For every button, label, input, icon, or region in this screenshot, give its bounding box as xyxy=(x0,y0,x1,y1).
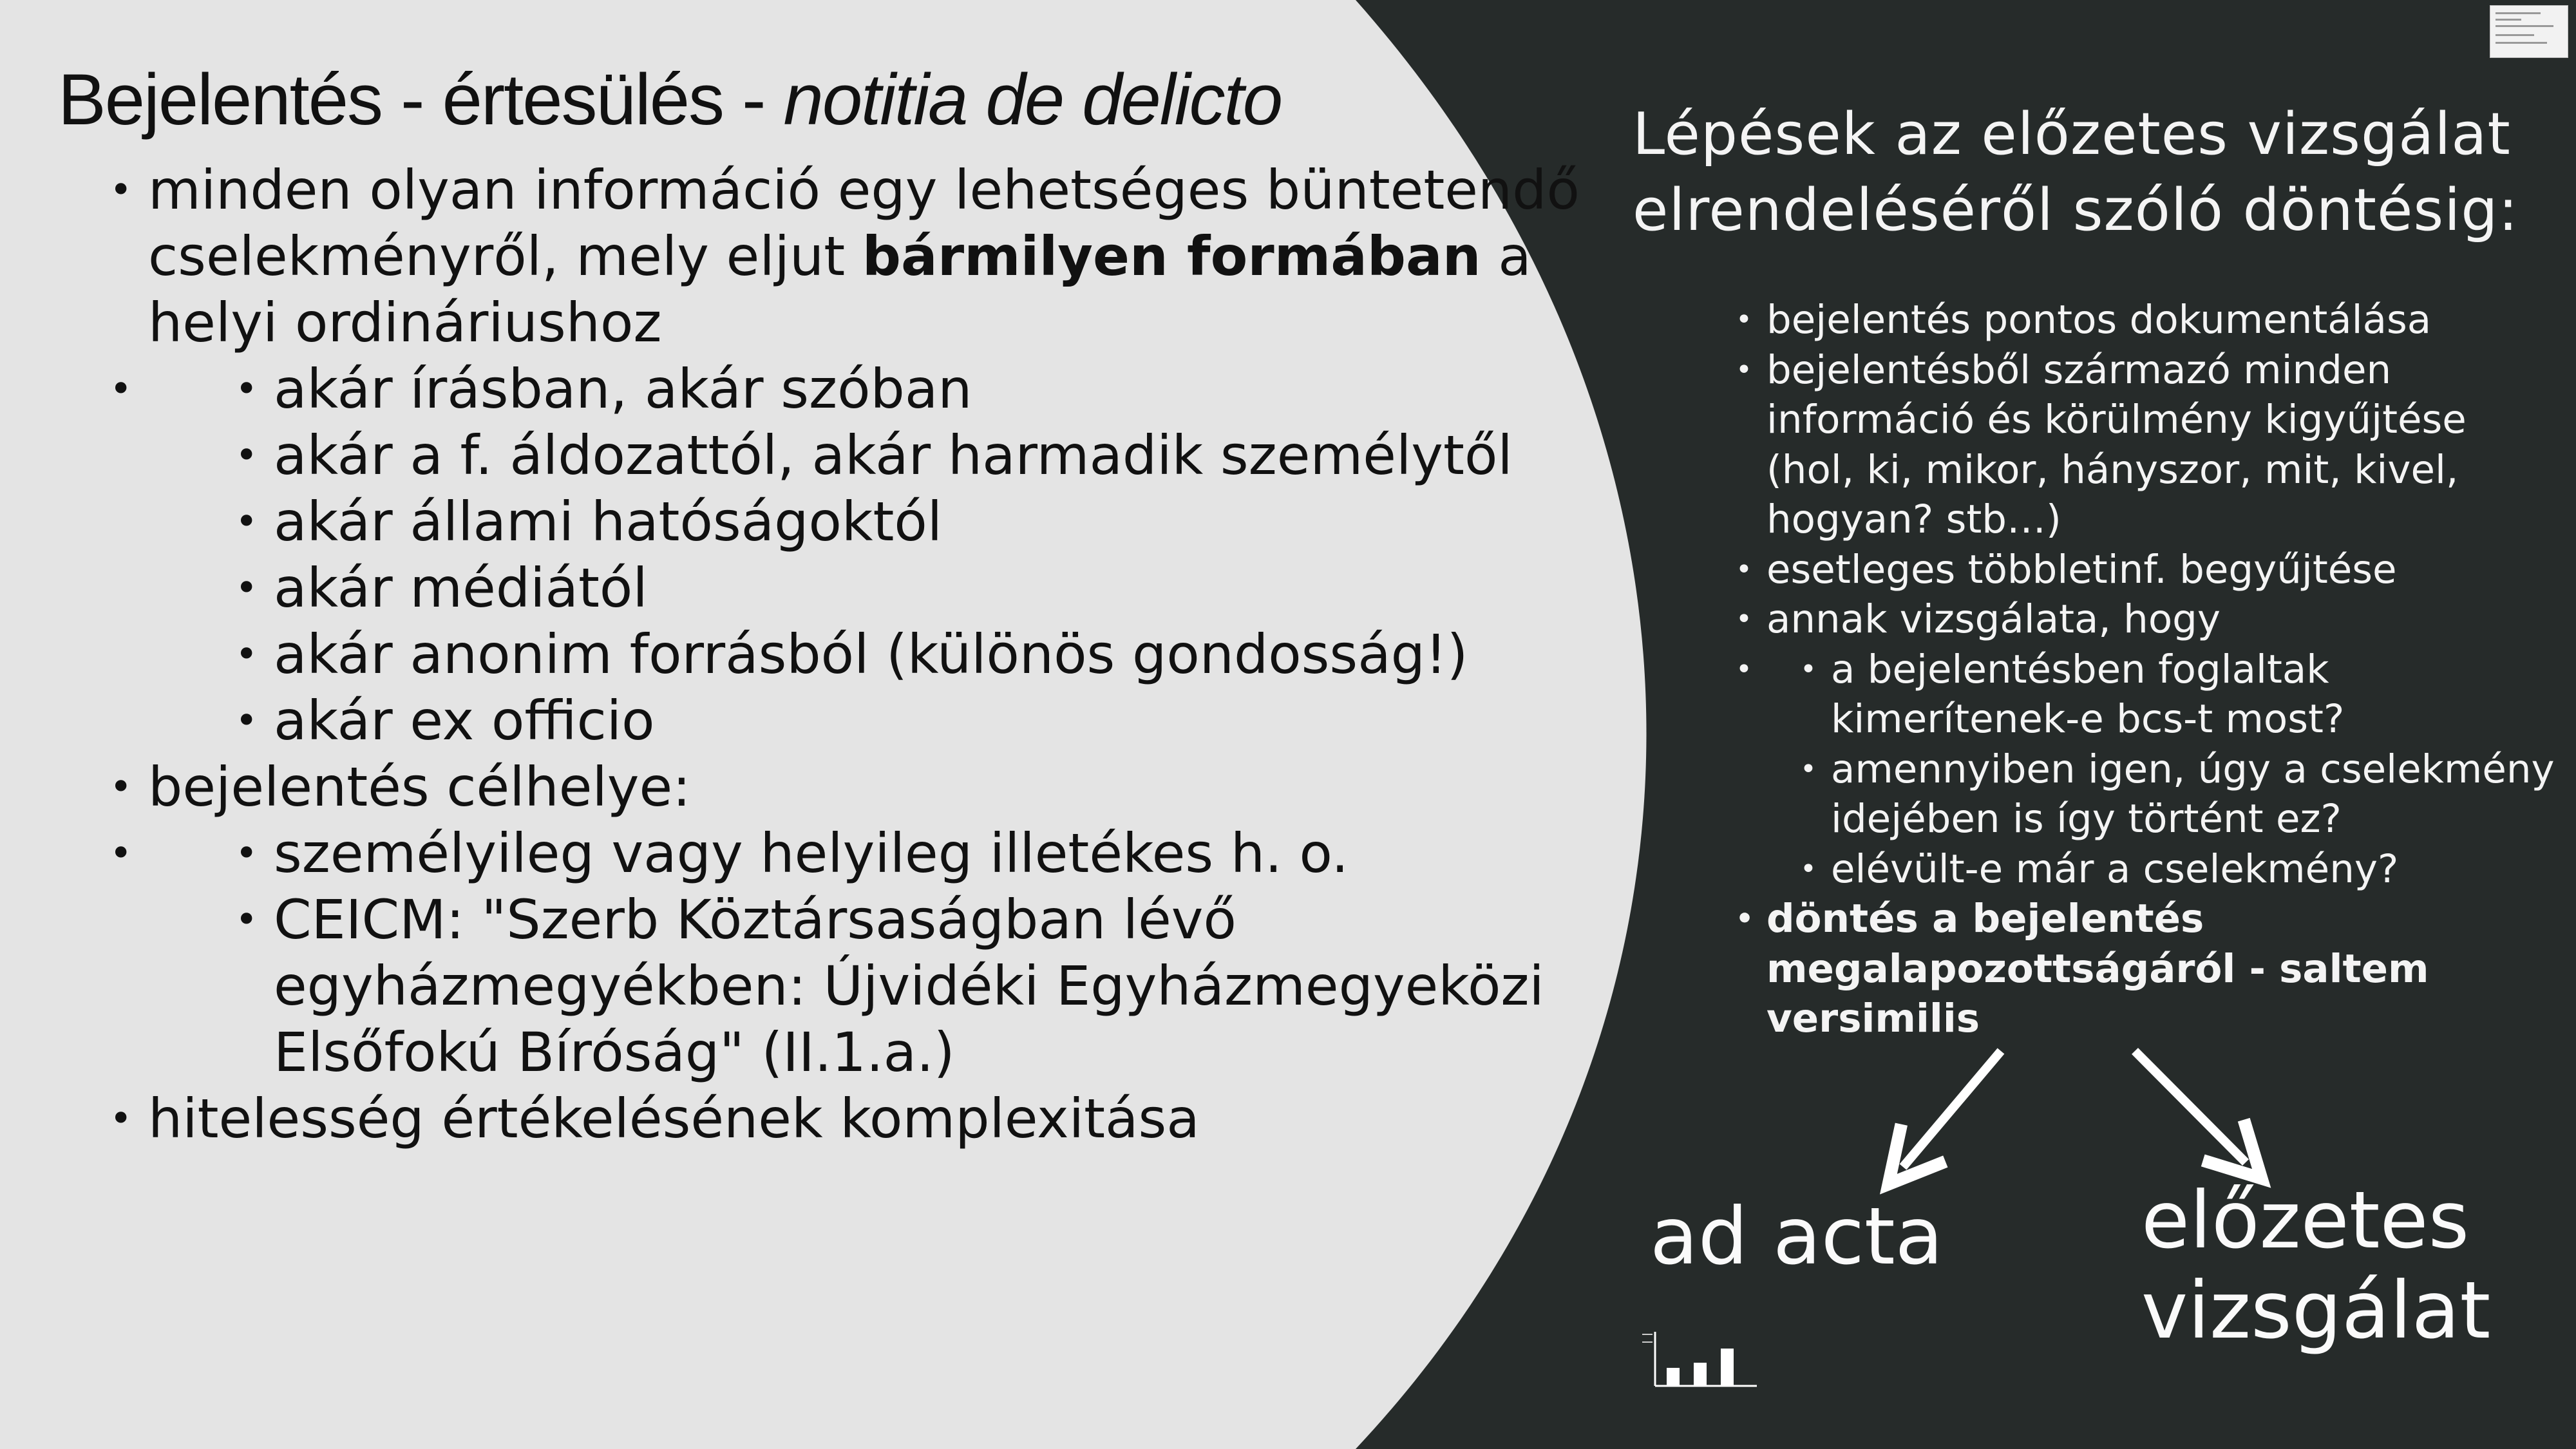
title-main: Bejelentés - értesülés - xyxy=(58,59,784,140)
substeps-wrapper xyxy=(1633,645,2560,895)
panel-title-line: elrendeléséről szóló döntésig: xyxy=(1633,176,2519,244)
sub-bullet-list-sources xyxy=(58,356,1591,754)
bar-chart-icon xyxy=(1641,1328,1763,1392)
bullet-destination: • bejelentés célhelye: xyxy=(58,754,1591,820)
outcome-preliminary-investigation xyxy=(2141,1175,2490,1356)
slide-thumbnail-icon xyxy=(2490,5,2568,58)
title-italic: notitia de delicto xyxy=(783,59,1282,140)
steps-panel xyxy=(1633,97,2560,1044)
left-content xyxy=(58,52,1591,1152)
bullet-bold-text: bármilyen formában xyxy=(862,225,1481,288)
sub-bullet-list-destination xyxy=(58,820,1591,1086)
bullet-text: minden olyan információ egy lehetséges büntetendő cselekményről, mely eljut xyxy=(148,158,1580,288)
panel-title xyxy=(1633,97,2560,249)
sub-list-wrapper xyxy=(58,820,1591,1086)
sub-bullet: • akár állami hatóságoktól xyxy=(58,489,1591,555)
sub-bullet: • akár médiától xyxy=(58,555,1591,621)
decision-step: • döntés a bejelentés megalapozottságáról - saltem versimilis xyxy=(1633,894,2560,1044)
step-item: • esetleges többletinf. begyűjtése xyxy=(1633,545,2560,595)
step-item: • annak vizsgálata, hogy xyxy=(1633,594,2560,645)
step-item: • bejelentés pontos dokumentálása xyxy=(1633,295,2560,345)
sub-bullet: • • személyileg vagy helyileg illetékes h. o. xyxy=(58,820,1591,887)
sub-list-wrapper xyxy=(58,356,1591,754)
sub-bullet: • akár ex officio xyxy=(58,688,1591,754)
main-bullet-list xyxy=(58,157,1591,1152)
bullet-information xyxy=(58,157,1591,356)
sub-bullet: • CEICM: "Szerb Köztársaságban lévő egyházmegyékben: Újvidéki Egyházmegyeközi Elsőfokú Bíróság" (II.1.a.) xyxy=(58,887,1591,1086)
sub-bullet: • akár a f. áldozattól, akár harmadik személytől xyxy=(58,422,1591,489)
substep-item: • elévült-e már a cselekmény? xyxy=(1633,844,2560,895)
outcome-line: vizsgálat xyxy=(2141,1265,2491,1356)
substeps-list xyxy=(1633,645,2560,895)
sub-bullet: • • akár írásban, akár szóban xyxy=(58,356,1591,422)
outcome-line: előzetes xyxy=(2141,1175,2470,1266)
steps-list xyxy=(1633,295,2560,1044)
sub-bullet: • akár anonim forrásból (különös gondosság!) xyxy=(58,621,1591,688)
substep-item: • • a bejelentésben foglaltak kimerítenek-e bcs-t most? xyxy=(1633,645,2560,744)
slide-title xyxy=(58,52,1591,148)
substep-item: • amennyiben igen, úgy a cselekmény idejében is így történt ez? xyxy=(1633,744,2560,844)
panel-title-line: Lépések az előzetes vizsgálat xyxy=(1633,100,2511,168)
outcome-ad-acta: ad acta xyxy=(1650,1191,1944,1282)
bullet-text: a helyi ordináriushoz xyxy=(148,225,1531,354)
bullet-credibility: • hitelesség értékelésének komplexitása xyxy=(58,1086,1591,1152)
step-item: • bejelentésből származó minden információ és körülmény kigyűjtése (hol, ki, mikor, hányszor, mit, kivel, hogyan? stb…) xyxy=(1633,345,2560,545)
